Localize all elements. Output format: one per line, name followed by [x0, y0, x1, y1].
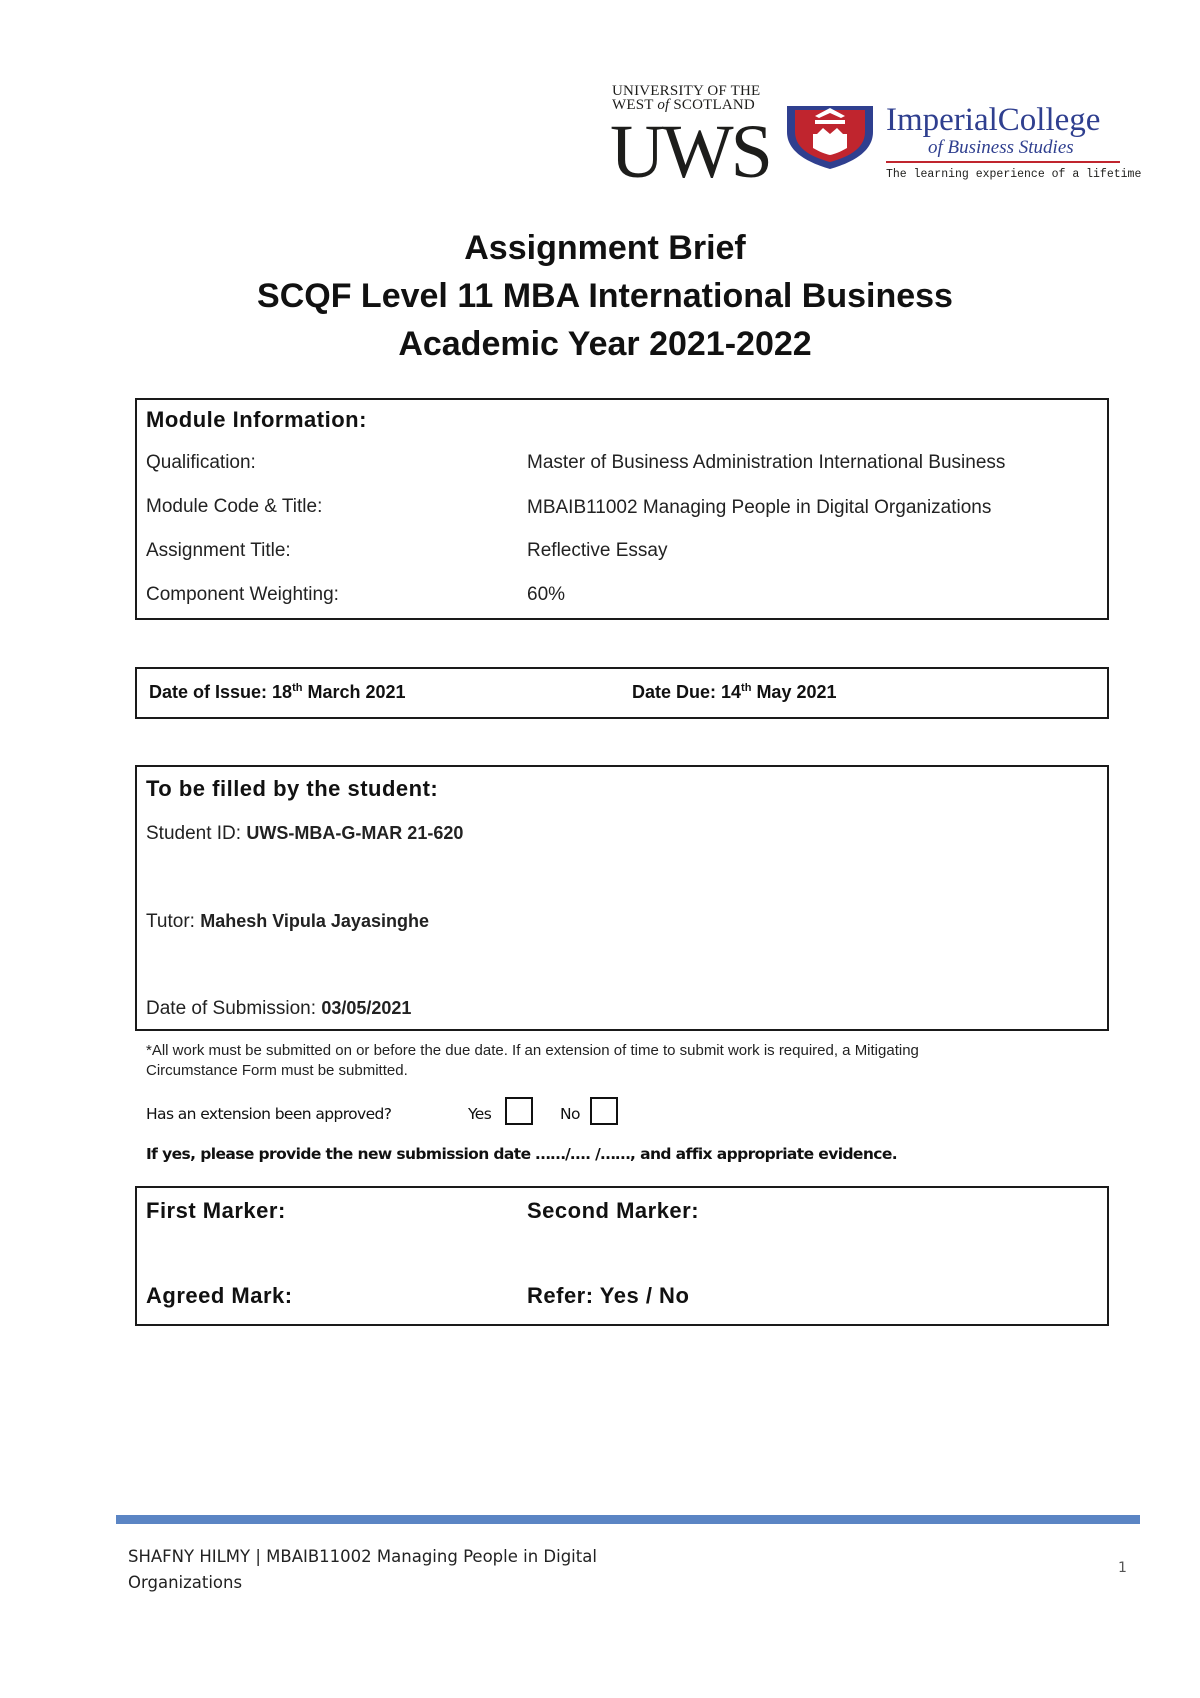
extension-no-label: No [560, 1105, 580, 1123]
uws-logo-mark: UWS [610, 110, 770, 194]
module-information-title: Module Information: [146, 407, 367, 432]
date-of-issue: Date of Issue: 18th March 2021 [149, 682, 406, 702]
page-title: Assignment Brief [464, 229, 746, 267]
page-number: 1 [1118, 1560, 1127, 1576]
extension-yes-label: Yes [468, 1105, 492, 1123]
uws-logo [610, 83, 770, 194]
extension-no-checkbox[interactable] [590, 1097, 618, 1125]
student-box [135, 765, 1109, 1031]
new-submission-date-note: If yes, please provide the new submission date ……/…. /……, and affix appropriate evidence. [146, 1145, 898, 1163]
second-marker-label: Second Marker: [527, 1198, 700, 1223]
date-of-submission-value: 03/05/2021 [321, 998, 412, 1018]
imperial-college-subtitle: of Business Studies [928, 137, 1074, 158]
first-marker-label: First Marker: [146, 1198, 286, 1223]
module-code-label: Module Code & Title: [146, 496, 323, 517]
imperial-college-name: ImperialCollege [886, 102, 1101, 138]
programme-title: SCQF Level 11 MBA International Business [257, 277, 953, 315]
extension-yes-checkbox[interactable] [505, 1097, 533, 1125]
academic-year: Academic Year 2021-2022 [398, 325, 812, 363]
footer-text: SHAFNY HILMY | MBAIB11002 Managing People in Digital Organizations [128, 1547, 597, 1592]
marker-box [135, 1186, 1109, 1326]
crest-shield-icon [785, 104, 875, 170]
submission-note-line2: Circumstance Form must be submitted. [146, 1062, 408, 1079]
uws-logo-line2: WEST of SCOTLAND [612, 97, 755, 113]
student-id: Student ID: UWS-MBA-G-MAR 21-620 [146, 823, 464, 844]
student-id-value: UWS-MBA-G-MAR 21-620 [246, 823, 464, 843]
dates-box [135, 667, 1109, 719]
uws-logo-line1: UNIVERSITY OF THE [612, 83, 761, 99]
imperial-college-tagline: The learning experience of a lifetime [886, 168, 1142, 181]
student-box-title: To be filled by the student: [146, 776, 439, 801]
tutor-value: Mahesh Vipula Jayasinghe [200, 911, 429, 931]
submission-note-line1: *All work must be submitted on or before the due date. If an extension of time to submit work is required, a Mitigating [146, 1042, 919, 1059]
imperial-college-rule [886, 161, 1120, 163]
tutor: Tutor: Mahesh Vipula Jayasinghe [146, 911, 429, 932]
extension-question: Has an extension been approved? [146, 1105, 392, 1123]
refer-label: Refer: Yes / No [527, 1283, 690, 1308]
module-information-box [135, 398, 1109, 620]
qualification-value: Master of Business Administration International Business [527, 452, 1006, 473]
assignment-title-value: Reflective Essay [527, 540, 668, 561]
assignment-title-label: Assignment Title: [146, 540, 291, 561]
imperial-college-logo [785, 102, 1142, 194]
footer-rule [116, 1515, 1140, 1524]
module-code-value: MBAIB11002 Managing People in Digital Organizations [527, 497, 992, 518]
date-of-submission: Date of Submission: 03/05/2021 [146, 998, 412, 1019]
date-due: Date Due: 14th May 2021 [632, 682, 837, 702]
agreed-mark-label: Agreed Mark: [146, 1283, 293, 1308]
qualification-label: Qualification: [146, 452, 256, 473]
component-weighting-value: 60% [527, 584, 566, 605]
component-weighting-label: Component Weighting: [146, 584, 339, 605]
